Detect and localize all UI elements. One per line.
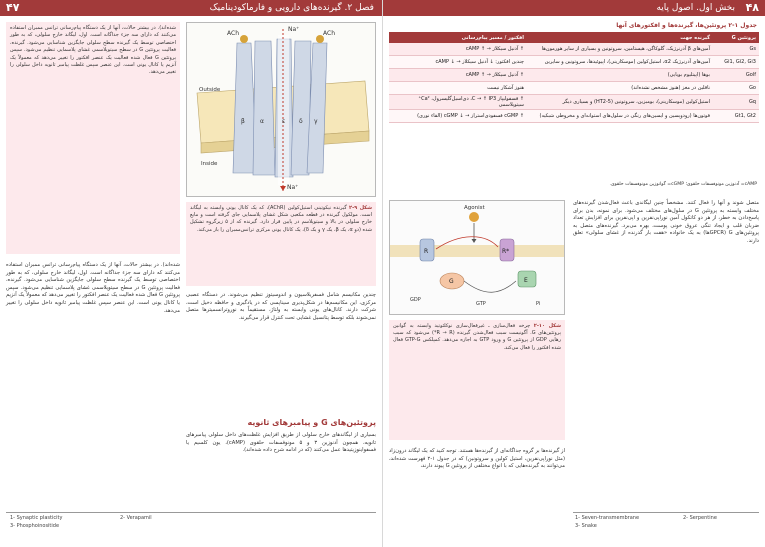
right-column-text bbox=[573, 200, 759, 430]
table-row bbox=[389, 110, 759, 123]
cell-protein: Go bbox=[713, 82, 759, 95]
g-protein-cycle-diagram bbox=[390, 201, 564, 314]
cell-effector: ↑ آدنیل سیکلاز → ↑ cAMP bbox=[389, 69, 527, 82]
chapter-title: فصل ۲. گیرنده‌های دارویی و فارماکودینامیک bbox=[209, 3, 374, 13]
na-label-top: Na⁺ bbox=[288, 26, 300, 33]
subunit-gamma: γ bbox=[314, 118, 318, 125]
subunit-beta: β bbox=[241, 118, 245, 125]
caption-title: شکل ۱۰-۲ bbox=[533, 323, 561, 329]
table-row bbox=[389, 82, 759, 95]
gtp-label: GTP bbox=[476, 301, 486, 307]
figure-caption-2-10 bbox=[389, 320, 565, 440]
section-paragraph: بسیاری از لیگاندهای خارج سلولی از طریق افزایش غلظت‌های داخل سلولی پیامبرهای ثانویه، همچون آدنوزین ۳ و ۵ مونوفسفات حلقوی (cAMP)، یون کلسیم یا فسفواینوزیتیدها عمل می‌کنند (که در ادامه شرح داده شده‌اند). bbox=[186, 432, 376, 454]
figure-caption-2-9 bbox=[186, 202, 376, 286]
ach-label-right: ACh bbox=[323, 30, 335, 37]
left-column-text bbox=[6, 262, 180, 502]
caption-text: چرخه فعال‌سازی ـ غیرفعال‌سازی نوکلئوتید وابسته به گوانین پروتئین‌های G. آگونیست سبب فعال‌شدن گیرنده (R → R*) می‌شود که سبب رهایی GDP از پروتئین G و ورود GTP به اجازه می‌دهد. کمپلکس GTP-G فعال شده افکتور را فعال می‌کند. bbox=[393, 323, 561, 351]
footnote-divider bbox=[573, 512, 759, 513]
margin-note-text: شده‌اند). در بیشتر حالات، آنها از یک دستگاه پیام‌رسانی ترانس ممبران استفاده می‌کنند که دارای سه جزء جداگانه است. اول، لیگاند خارج سلولی، که به طور اختصاصی توسط یک گیرنده سطح سلولی جایگزین شناسایی می‌شود. گیرنده، فعالیت پروتئین G در سطح سیتوپلاسمی غشای پلاسمایی تنظیم می‌شود. سپس پروتئین G فعال شده فعالیت یک عنصر افکتور را تغییر می‌دهد که معمولاً یک آنزیم یا کانال یونی است. این عنصر سپس غلظت پیامبر ثانویه داخل سلولی را تغییر می‌دهد. bbox=[10, 25, 177, 76]
cell-effector: چندین افکتور: ↓ آدنیل سیکلاز → ↓ cAMP bbox=[389, 56, 527, 69]
right-column-text bbox=[186, 292, 376, 412]
outside-label: Outside bbox=[199, 87, 221, 93]
right-page-header bbox=[383, 0, 765, 16]
footnote-3: 3- Phosphoinositide bbox=[10, 523, 60, 529]
header-protein: پروتئین G bbox=[713, 32, 759, 43]
table-row bbox=[389, 43, 759, 56]
table-note: cAMP= آدنوزین مونوفسفات حلقوی؛ cGMP= گوانوزین مونوفسفات حلقوی. bbox=[609, 182, 757, 187]
inside-label: Inside bbox=[201, 161, 218, 167]
subunit-alpha: α bbox=[260, 118, 264, 125]
caption-text: گیرنده نیکوتینی استیل‌کولین (AChR)، که یک کانال یونی وابسته به لیگاند است. مولکول گیرنده در قطعه مکعبی شکل غشای پلاسمایی جای گرفته است و مایع خارج سلولی در بالا و سیتوپلاسم در پایین قرار دارد. گیرنده که از ۵ زیرگروه تشکیل شده (دو α، یک β، یک γ و یک δ)، یک کانال یونی مرکزی ترانس‌ممبران را باز می‌کند. bbox=[190, 205, 372, 233]
ach-label-left: ACh bbox=[227, 30, 239, 37]
section-text bbox=[186, 432, 376, 512]
pi-label: Pi bbox=[536, 301, 541, 307]
cell-effector: ↑ cGMP فسفودی‌استراز → ↓ cGMP (القاء نوری) bbox=[389, 110, 527, 123]
table-row bbox=[389, 69, 759, 82]
page-number: ۴۷ bbox=[6, 1, 20, 14]
table-title: جدول ۱-۲ پروتئین‌ها، گیرنده‌ها و افکتورهای آنها bbox=[616, 22, 757, 29]
bottom-paragraph: از گیرنده‌ها بر گروه جداگانه‌ای از گیرنده‌ها هستند. توجه کنید که یک لیگاند درون‌زاد (مثل نوراپی‌نفرین، استیل کولین و سروتونین) که در جدول ۱-۲ فهرست شده‌اند، می‌توانند به گیرنده‌هایی که با انواع مختلفی از پروتئین G پیوند دارند، bbox=[389, 448, 565, 470]
footnote-divider bbox=[6, 512, 376, 513]
g-protein-table bbox=[389, 32, 759, 123]
agonist-label: Agonist bbox=[464, 205, 485, 211]
figure-g-protein-cycle bbox=[389, 200, 565, 315]
body-paragraph: چندین مکانیسم شامل فسفریلاسیون و اندوسیتوز تنظیم می‌شوند. در دستگاه عصبی مرکزی، این مکانیسم‌ها در شکل‌پذیری سیناپسی که در یادگیری و حافظه دخیل است، شرکت دارند. کانال‌های یونی وابسته به ولتاژ، مستقیماً به نوروترانسمیترها متصل نمی‌شوند بلکه توسط پتانسیل غشایی تحت کنترل قرار می‌گیرند. bbox=[186, 292, 376, 321]
subunit-epsilon: ε bbox=[282, 118, 286, 125]
cell-receptor: آمین‌های β آدرنرژیک، گلوکاگن، هیستامین، سروتونین و بسیاری از سایر هورمون‌ها bbox=[527, 43, 713, 56]
cell-receptor: بوها (اپیتلیوم بویایی) bbox=[527, 69, 713, 82]
receptor-active: R* bbox=[502, 248, 510, 255]
caption-title: شکل ۹-۲ bbox=[349, 205, 372, 211]
g-protein-label: G bbox=[449, 278, 454, 285]
footnote-1: 1- Seven-transmembrane bbox=[575, 515, 640, 521]
right-page bbox=[383, 0, 765, 547]
cell-effector: ↑ فسفولیپاز C → ↑ IP3، دی‌اسیل‌گلیسرول، Ca²⁺ سیتوپلاسمی bbox=[389, 95, 527, 110]
body-paragraph: متصل شوند و آنها را فعال کنند. مشخصاً چنین لیگاندی باعث فعال‌شدن گیرنده‌های مختلف وابسته به پروتئین G در سلول‌های مختلف می‌شود. برای نمونه، بدن برای پاسخ‌دادن به خطر، از هر دو کاتکول آمین نوراپی‌نفرین و اپی‌نفرین برای افزایش تعداد ضربان قلب و ایجاد تنگی عروق خونی پوست، بهره می‌برد. گیرنده‌های متصل به پروتئین‌های G (GPCRها) به یک خانواده «هفت بار گذرنده از غشای سلولی» تعلق دارند. bbox=[573, 200, 759, 244]
left-page-header bbox=[0, 0, 382, 16]
cell-protein: Gi1, Gi2, Gi3 bbox=[713, 56, 759, 69]
cell-receptor: فوتون‌ها (رودوپسین و ایسین‌های رنگی در سلول‌های استوانه‌ای و مخروطی شبکیه) bbox=[527, 110, 713, 123]
effector-label: E bbox=[524, 277, 528, 284]
gdp-label: GDP bbox=[410, 297, 421, 303]
cell-effector: هنوز آشکار نیست bbox=[389, 82, 527, 95]
table-header-row bbox=[389, 32, 759, 43]
subunit-delta: δ bbox=[299, 118, 303, 125]
cell-protein: Gq bbox=[713, 95, 759, 110]
part-title: بخش اول. اصول پایه bbox=[656, 3, 735, 13]
header-receptor: گیرنده جهت bbox=[527, 32, 713, 43]
header-effector: افکتور / مسیر پیام‌رسانی bbox=[389, 32, 527, 43]
bottom-left-text bbox=[389, 448, 565, 528]
cell-effector: ↑ آدنیل سیکلاز → ↑ cAMP bbox=[389, 43, 527, 56]
footnote-3: 3- Snake bbox=[575, 523, 597, 529]
cell-protein: Gt1, Gt2 bbox=[713, 110, 759, 123]
cell-receptor: آمین‌های آدرنرژیک α2، استیل‌کولین (موسکارینی)، اپیوئیدها، سروتونین و سایرین bbox=[527, 56, 713, 69]
cell-protein: Gs bbox=[713, 43, 759, 56]
footnote-1: 1- Synaptic plasticity bbox=[10, 515, 63, 521]
footnote-2: 2- Serpentine bbox=[683, 515, 717, 521]
table-row bbox=[389, 95, 759, 110]
table-row bbox=[389, 56, 759, 69]
na-label-bottom: Na⁺ bbox=[287, 184, 299, 191]
receptor-illustration bbox=[187, 23, 375, 196]
left-column-paragraph: شده‌اند). در بیشتر حالات، آنها از یک دستگاه پیام‌رسانی ترانس ممبران استفاده می‌کنند که دارای سه جزء جداگانه است. اول، لیگاند خارج سلولی، که به طور اختصاصی توسط یک گیرنده سطح سلولی جایگزین شناسایی می‌شود. گیرنده، فعالیت پروتئین G در سطح سیتوپلاسمی غشای پلاسمایی تنظیم می‌شود. سپس پروتئین G فعال شده فعالیت یک عنصر افکتور را تغییر می‌دهد که معمولاً یک آنزیم یا کانال یونی است. این عنصر سپس غلظت پیامبر ثانویه داخل سلولی را تغییر می‌دهد. bbox=[6, 262, 181, 314]
cell-receptor: ناقلین در مغز (هنوز مشخص نشده‌اند) bbox=[527, 82, 713, 95]
cell-protein: Golf bbox=[713, 69, 759, 82]
cell-receptor: استیل‌کولین (موسکارینی)، بومبزین، سروتونین (5-HT2) و بسیاری دیگر bbox=[527, 95, 713, 110]
receptor-inactive: R bbox=[424, 248, 429, 255]
page-number: ۴۸ bbox=[745, 1, 759, 14]
section-heading: پروتئین‌های G و پیامبرهای ثانویه bbox=[247, 418, 376, 427]
figure-nicotinic-receptor bbox=[186, 22, 376, 197]
footnote-2: 2- Verapamil bbox=[120, 515, 152, 521]
margin-note bbox=[6, 22, 180, 254]
